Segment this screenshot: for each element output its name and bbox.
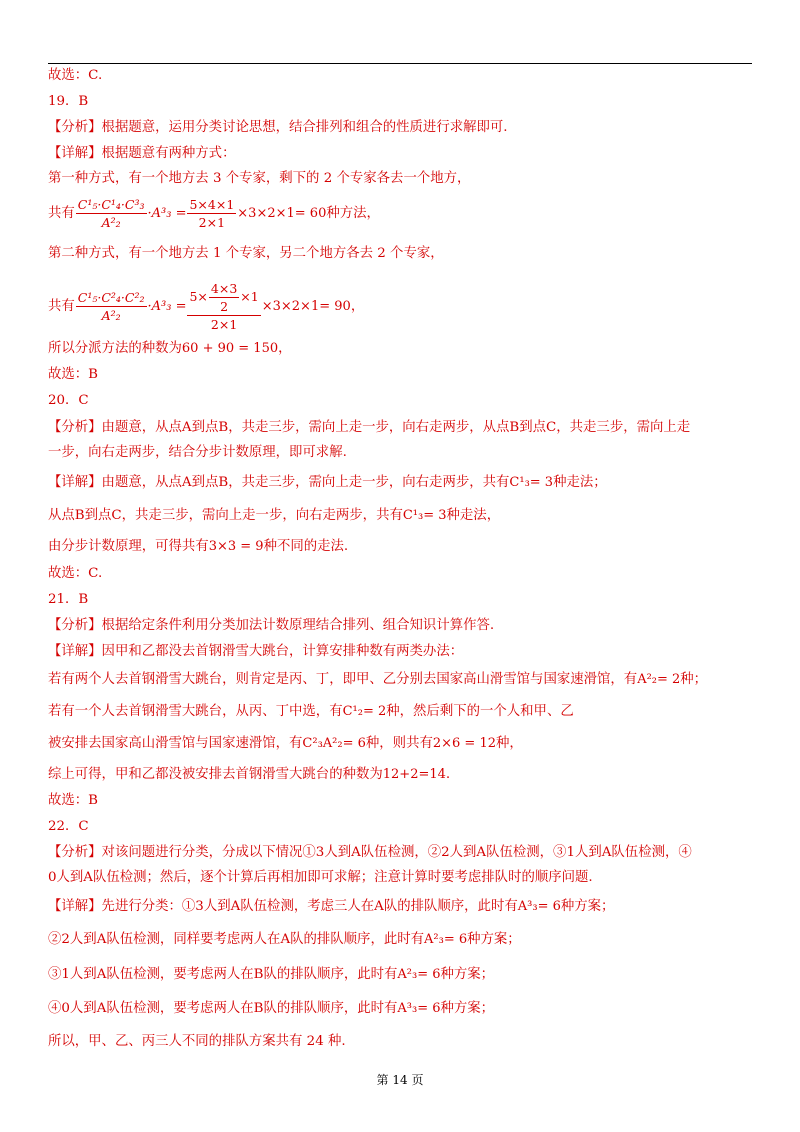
- text-line: [48, 766, 450, 784]
- math-span: ·A³₃ =: [147, 206, 187, 221]
- math-span: 60 + 90 = 150: [181, 341, 279, 356]
- math-span: 2×6 = 12: [432, 736, 496, 751]
- text-line: 一步，向右走两步，结合分步计数原理，即可求解.: [48, 445, 347, 460]
- text-line: [48, 671, 707, 689]
- text-span: 种；: [680, 672, 708, 687]
- fraction: [76, 290, 147, 323]
- math-span: A²₂: [637, 672, 657, 687]
- text-span: 若有一个人去首钢滑雪大跳台，从丙、丁中选，有: [48, 704, 343, 719]
- fraction-numerator: 4×3: [210, 281, 238, 296]
- text-span: ④0人到A队伍检测，要考虑两人在B队的排队顺序，此时有: [48, 1001, 398, 1016]
- math-span: A²₃: [424, 932, 444, 947]
- text-span: 种走法，: [446, 508, 501, 523]
- math-span: ×3×2×1: [237, 206, 295, 221]
- math-span: A³₃: [397, 1001, 418, 1016]
- text-line: 故选：C.: [48, 68, 103, 83]
- question-heading: 21．B: [48, 592, 89, 607]
- fraction-denominator: 2×1: [198, 215, 226, 230]
- text-span: 由分步计数原理，可得共有: [48, 539, 209, 554]
- text-span: 种方案；: [440, 1001, 495, 1016]
- fraction: [187, 197, 236, 230]
- analysis-line: 【分析】由题意，从点A到点B，共走三步，需向上走一步，向右走两步，从点B到点C，共走三步，需向上走: [48, 420, 691, 435]
- text-span: 综上可得，甲和乙都没被安排去首钢滑雪大跳台的种数为: [48, 767, 383, 782]
- text-span: 共有: [48, 299, 75, 314]
- text-span: 种，然后剩下的一个人和甲、乙: [386, 704, 574, 719]
- fraction-numerator: C¹₅·C¹₄·C³₃: [77, 197, 145, 212]
- math-span: = 6: [537, 899, 561, 914]
- math-span: 3×3 = 9: [208, 539, 264, 554]
- text-span: 种走法；: [553, 475, 607, 490]
- math-span: = 60: [294, 206, 327, 221]
- text-span: 种，则共有: [365, 736, 433, 751]
- math-span: A³₃: [517, 899, 538, 914]
- text-line: [48, 1000, 494, 1018]
- analysis-line: 【分析】根据给定条件利用分类加法计数原理结合排列、组合知识计算作答.: [48, 618, 495, 633]
- detail-line: [48, 898, 614, 916]
- text-span: ②2人到A队伍检测，同样要考虑两人在A队的排队顺序，此时有: [48, 932, 425, 947]
- math-span: = 2: [362, 704, 387, 719]
- text-span: .: [445, 767, 451, 782]
- fraction-denominator: A²₂: [101, 215, 121, 230]
- text-span: 从点B到点C，共走三步，需向上走一步，向右走两步，共有: [48, 508, 403, 523]
- text-span: 【详解】先进行分类：①3人到A队伍检测，考虑三人在A队的排队顺序，此时有: [48, 899, 518, 914]
- fraction-denominator: 2×1: [210, 317, 238, 332]
- math-span: C²₃A²₂: [302, 736, 343, 751]
- math-span: = 6: [342, 736, 366, 751]
- math-span: = 2: [657, 672, 681, 687]
- text-span: 【详解】由题意，从点A到点B，共走三步，需向上走一步，向右走两步，共有: [48, 475, 510, 490]
- math-span: ·A³₃ =: [147, 299, 187, 314]
- math-span: 5×: [189, 289, 208, 304]
- text-span: ③1人到A队伍检测，要考虑两人在B队的排队顺序，此时有: [48, 967, 398, 982]
- text-span: 若有两个人去首钢滑雪大跳台，则肯定是丙、丁，即甲、乙分别去国家高山滑雪馆与国家速滑馆，有: [48, 672, 638, 687]
- text-line: [48, 507, 500, 525]
- math-span: = 3: [529, 475, 554, 490]
- text-span: ，: [278, 341, 292, 356]
- text-span: 种，: [496, 736, 523, 751]
- question-heading: 19．B: [48, 94, 89, 109]
- text-line: [48, 340, 292, 358]
- formula-line: [48, 281, 364, 332]
- text-span: 被安排去国家高山滑雪馆与国家速滑馆，有: [48, 736, 303, 751]
- text-span: 种方案；: [467, 932, 521, 947]
- math-span: A²₃: [397, 967, 418, 982]
- text-line: 故选：B: [48, 367, 99, 382]
- math-span: ×1: [240, 289, 259, 304]
- math-span: = 6: [417, 1001, 441, 1016]
- detail-line: 【详解】因甲和乙都没去首钢滑雪大跳台，计算安排种数有两类办法：: [48, 644, 464, 659]
- text-span: 种不同的走法.: [263, 539, 349, 554]
- page-number: 第 14 页: [376, 1073, 424, 1087]
- fraction: [187, 281, 260, 332]
- text-span: ，: [350, 299, 365, 314]
- text-span: 共有: [48, 206, 75, 221]
- text-line: 故选：C.: [48, 566, 103, 581]
- header-rule: [48, 63, 752, 64]
- text-line: 第一种方式，有一个地方去 3 个专家，剩下的 2 个专家各去一个地方，: [48, 171, 471, 186]
- text-line: 0人到A队伍检测；然后，逐个计算后再相加即可求解；注意计算时要考虑排队时的顺序问题.: [48, 870, 593, 885]
- math-span: C¹₃: [402, 508, 424, 523]
- analysis-line: 【分析】根据题意，运用分类讨论思想，结合排列和组合的性质进行求解即可.: [48, 120, 508, 135]
- fraction-numerator: C¹₅·C²₄·C²₂: [77, 290, 145, 305]
- analysis-line: 【分析】对该问题进行分类，分成以下情况①3人到A队伍检测，②2人到A队伍检测，③1人到A队伍检测，④: [48, 845, 692, 860]
- fraction-numerator: [187, 281, 260, 316]
- math-span: C¹₂: [342, 704, 363, 719]
- question-heading: 22．C: [48, 819, 89, 834]
- math-span: ×3×2×1: [261, 299, 320, 314]
- text-span: 种方案；: [560, 899, 615, 914]
- text-span: 所以分派方法的种数为: [48, 341, 182, 356]
- text-line: [48, 703, 574, 721]
- math-span: C¹₃: [509, 475, 530, 490]
- math-span: = 90: [319, 299, 351, 314]
- fraction: [76, 197, 147, 230]
- text-span: 种方案；: [440, 967, 495, 982]
- fraction: [209, 281, 239, 314]
- math-span: = 6: [417, 967, 441, 982]
- text-line: [48, 735, 523, 753]
- text-line: [48, 966, 494, 984]
- formula-line: [48, 197, 380, 230]
- detail-line: [48, 474, 607, 492]
- text-line: 第二种方式，有一个地方去 1 个专家，另二个地方各去 2 个专家，: [48, 246, 444, 261]
- question-heading: 20．C: [48, 393, 89, 408]
- text-line: 故选：B: [48, 793, 99, 808]
- fraction-denominator: A²₂: [101, 308, 121, 323]
- text-line: [48, 538, 348, 556]
- fraction-denominator: 2: [220, 299, 229, 314]
- text-span: 种方法，: [326, 206, 380, 221]
- text-line: 所以，甲、乙、丙三人不同的排队方案共有 24 种.: [48, 1034, 346, 1049]
- detail-line: 【详解】根据题意有两种方式：: [48, 146, 236, 161]
- math-span: = 6: [443, 932, 468, 947]
- math-span: 12+2=14: [382, 767, 446, 782]
- fraction-numerator: 5×4×1: [189, 197, 235, 212]
- math-span: = 3: [423, 508, 447, 523]
- text-line: [48, 931, 521, 949]
